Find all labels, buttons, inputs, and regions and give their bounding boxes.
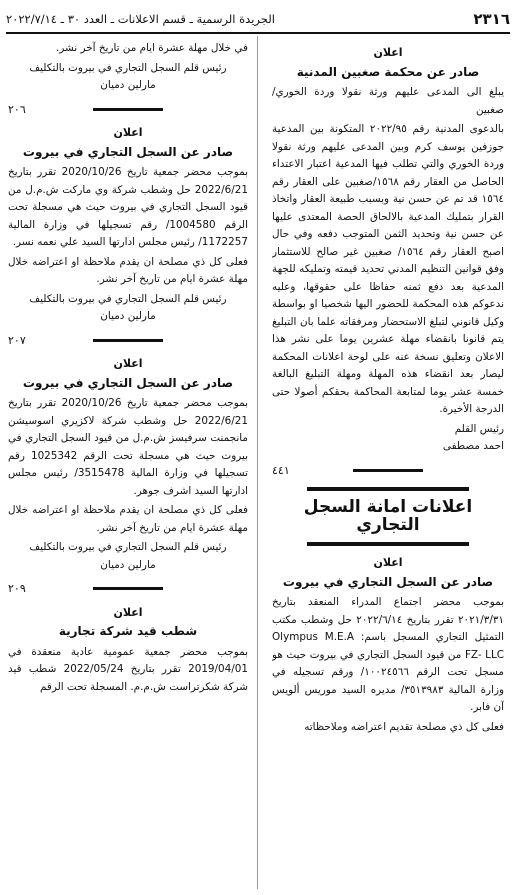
page-header [6, 6, 510, 34]
notice-label: اعلان [373, 556, 403, 569]
notice-body-2: فعلى كل ذي مصلحة ان يقدم ملاحظة او اعتراضه خلال مهلة عشرة ايام من تاريخ آخر نشر. [8, 504, 248, 534]
notice-number: ٤٤١ [272, 463, 290, 477]
notice-separator [8, 332, 248, 350]
notice-number: ٢٠٦ [8, 102, 26, 116]
notice-sagbin-court [272, 44, 504, 479]
signature-name: مارلين دميان [100, 79, 156, 91]
page-number: ٢٣١٦ [473, 10, 510, 28]
notice-body: بموجب محضر اجتماع المدراء المنعقد بتاريخ ٢٠٢١/٣/٣١ تقرر بتاريخ ٢٠٢٢/٦/١٤ حل وشطب مكتب التمثيل التجاري المسجل باسم: Olympus M.E.A FZ- LLC من قيود السجل التجاري في بيروت حيث هو مسجل تحت الرقم ١٠٠٢٤٥٦٦/ ورقم تسجيله في وزارة المالية ٣٥١٣٩٨٣/ مديره السيد موريس ألويس آن فابر. [272, 596, 504, 713]
notice-we-market [8, 124, 248, 349]
notice-body-2: فعلى كل ذي مصلحة تقديم اعتراضه وملاحظاته [304, 720, 504, 733]
notice-separator [8, 101, 248, 119]
notice-intro: يبلغ الى المدعى عليهم ورثة نقولا وردة الخوري/ صغبين [272, 86, 504, 116]
notice-body: بالدعوى المدنية رقم ٢٠٢٢/٩٥ المتكونة بين المدعية جوزفين يوسف كرم وبين المدعى عليهم ورثة نقولا وردة الخوري والتي تطلب فيها المدعية اعتبار الاعتداء الحاصل من العقار رقم ١٥٦٨/صغبين على العقار رقم ١٥٦٤ قد تم عن حسن نية وبسبب طبيعة العقار واتخاذ القرار بتمليك المدعية بالالحاق الحصة المعتدى عليها عن حسن نية وتحديد الثمن المتوجب دفعه وفي حال اصبح العقار رقم ١٥٦٤/ صغبين غير صالح للاستثمار وفق قوانين التنظيم المدني تحديد قيمته وتمليكه للجهة المدعية بعد دفع ثمنه حفاظا على حقوقها، وعليه ندعوكم هذه المحكمة للحضور اليها شخصيا او بواسطة وكيل قانوني لتبلغ الاستحضار ومرفقاته علما بان التبليغ يتم قانونا بانقضاء مهلة عشرين يوما على نشر هذا الاعلان وتعليق نسخة عنه على لوحة اعلانات المحكمة ليصار بعد انقضاء هذه المهلة ومهلة التبليغ البالغة خمسة عشر يوما لمتابعة المحاكمة بحقكم أصولا حتى الدرجة الأخيرة. [272, 123, 504, 415]
notice-label: اعلان [113, 357, 143, 370]
notice-body-2: فعلى كل ذي مصلحة ان يقدم ملاحظة او اعتراضه خلال مهلة عشرة ايام من تاريخ آخر نشر. [8, 255, 248, 285]
notice-separator [8, 580, 248, 598]
notice-olympus [272, 554, 504, 736]
notice-title: صادر عن السجل التجاري في بيروت [22, 144, 234, 159]
notice-title: شطب قيد شركة تجارية [58, 624, 198, 638]
notice-number: ٢٠٧ [8, 333, 26, 347]
notice-title: صادر عن محكمة صغبين المدنية [296, 64, 480, 79]
notice-shukr-trust [8, 604, 248, 697]
signature-name: احمد مصطفى [442, 440, 504, 452]
notice-body: بموجب محضر جمعية تاريخ 2020/10/26 تقرر بتاريخ 2022/6/21 حل وشطب شركة وي ماركت ش.م.ل من قيود السجل التجاري في بيروت حيث هي مسجلة تحت الرقم 1004580/ رقم تسجيلها في وزارة المالية 1172257/ رئيس مجلس ادارتها السيد علي نعمه نسر. [8, 166, 248, 248]
notice-label: اعلان [113, 126, 143, 139]
notice-separator [272, 462, 504, 480]
notice-body: بموجب محضر جمعية تاريخ 2020/10/26 تقرر بتاريخ 2022/6/21 حل وشطب شركة لاكزيري اسوسيشن مانجمنت سرفيسز ش.م.ل من قيود السجل التجاري في بيروت حيث هي مسجلة تحت الرقم 1025342 رقم تسجيلها في وزارة المالية 3515478/ رئيس مجلس ادارتها السيد اشرف جوهر. [8, 397, 248, 497]
notice-label: اعلان [113, 605, 143, 619]
notice-body: في خلال مهلة عشرة ايام من تاريخ آخر نشر. [55, 42, 248, 54]
notice-number: ٢٠٩ [8, 582, 26, 595]
signature-name: مارلين دميان [100, 558, 156, 571]
right-column [272, 40, 504, 891]
column-divider [257, 36, 258, 889]
notice-luxury-association [8, 355, 248, 598]
signature-title: رئيس قلم السجل التجاري في بيروت بالتكليف [29, 292, 227, 305]
signature-title: رئيس قلم السجل التجاري في بيروت بالتكليف [29, 541, 227, 553]
notice-title: صادر عن السجل التجاري في بيروت [282, 574, 494, 589]
notice-title: صادر عن السجل التجاري في بيروت [22, 375, 234, 390]
left-column [8, 40, 248, 891]
section-rule-bottom [307, 542, 469, 546]
section-title: اعلانات امانة السجل التجاري [303, 497, 473, 535]
notice-continued [8, 40, 248, 118]
gazette-title: الجريدة الرسمية ـ قسم الاعلانات ـ العدد ٣٠ ـ ٢٠٢٢/٧/١٤ [6, 12, 275, 26]
notice-label: اعلان [373, 46, 403, 59]
signature-title: رئيس القلم [454, 422, 504, 435]
signature-name: مارلين دميان [100, 310, 156, 322]
signature-title: رئيس قلم السجل التجاري في بيروت بالتكليف [29, 61, 227, 74]
section-rule-top [307, 487, 469, 491]
notice-body: بموجب محضر جمعية عمومية عادية منعقدة في 2019/04/01 تقرر بتاريخ 2022/05/24 شطب قيد شركة شكرتراست ش.م.م. المسجلة تحت الرقم [8, 645, 248, 693]
